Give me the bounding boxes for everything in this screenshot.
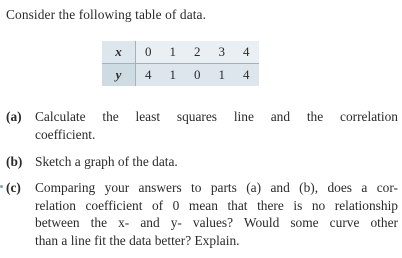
- question-line: Calculate the least squares line and the correlation: [35, 109, 398, 124]
- table-cell: 4: [234, 41, 259, 64]
- data-table: [102, 41, 259, 86]
- bullet-marker: [0, 185, 3, 188]
- table-cell: 0: [136, 41, 161, 64]
- table-cell: 4: [136, 64, 161, 87]
- x-header: x: [102, 41, 136, 64]
- question-a-label: (a): [6, 109, 22, 124]
- table-cell: 4: [234, 64, 259, 87]
- table-row-y: [102, 64, 259, 87]
- question-line: coefficient.: [35, 126, 96, 142]
- question-line: than a line fit the data better? Explain.: [35, 232, 240, 248]
- question-a-text: [35, 108, 398, 143]
- table-cell: 1: [161, 41, 186, 64]
- question-a: [6, 108, 398, 143]
- question-line: Comparing your answers to parts (a) and (b), does a cor-: [35, 180, 398, 195]
- question-c-text: [35, 179, 398, 249]
- question-b-label: (b): [6, 154, 23, 169]
- question-c-label: (c): [6, 180, 21, 195]
- table-cell: 1: [161, 64, 186, 87]
- question-line: Sketch a graph of the data.: [35, 154, 178, 169]
- table-cell: 1: [210, 64, 235, 87]
- question-b: [6, 153, 398, 171]
- question-line: relation coefficient of 0 mean that there is no relationship: [35, 197, 398, 213]
- question-line: between the x- and y- values? Would some curve other: [35, 215, 398, 231]
- question-c: [6, 179, 398, 249]
- table-row-x: [102, 41, 259, 64]
- intro-text: Consider the following table of data.: [6, 7, 207, 22]
- table-cell: 0: [185, 64, 210, 87]
- question-b-text: [35, 153, 398, 171]
- y-header: y: [102, 64, 136, 87]
- table-cell: 3: [210, 41, 235, 64]
- table-cell: 2: [185, 41, 210, 64]
